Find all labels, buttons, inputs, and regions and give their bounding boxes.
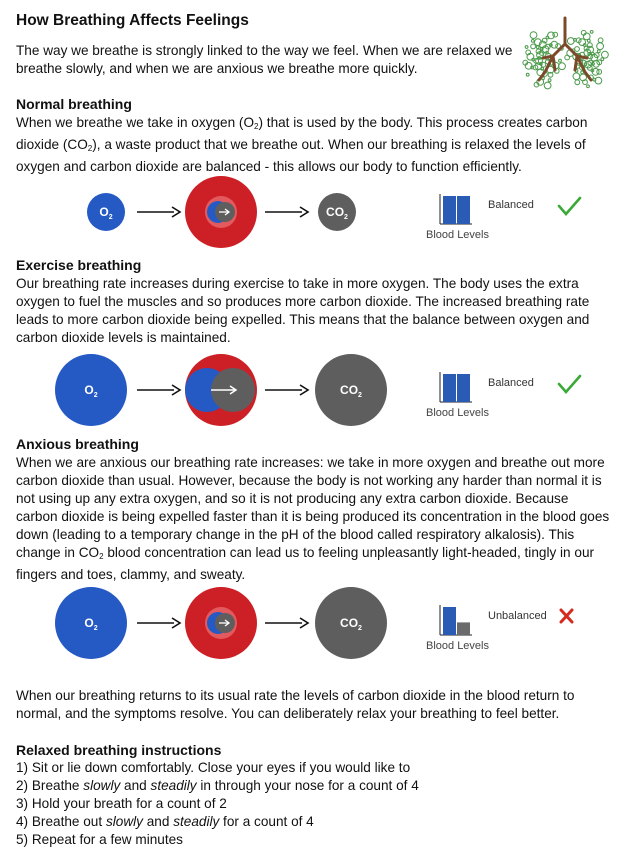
arrow-right-icon xyxy=(265,385,308,395)
subscript: 2 xyxy=(99,552,104,561)
oxygen-label: $O_2$ xyxy=(84,383,98,399)
step-text: 2) Breathe xyxy=(16,778,84,793)
step-text: 3) Hold your breath for a count of 2 xyxy=(16,796,227,811)
exercise-breathing-heading: Exercise breathing xyxy=(16,257,142,273)
normal-breathing-text xyxy=(16,114,612,176)
balance-status-label: Balanced xyxy=(488,377,534,389)
step-text: slowly xyxy=(105,814,143,829)
step-text: 1) Sit or lie down comfortably. Close your eyes if you would like to xyxy=(16,760,411,775)
step-text: in through your nose for a count of 4 xyxy=(196,778,419,793)
oxygen-level-bar xyxy=(443,374,456,402)
co2-level-bar xyxy=(457,622,470,635)
step-text: for a count of 4 xyxy=(219,814,314,829)
lungs-icon xyxy=(515,14,615,94)
co2-label: $CO_2$ xyxy=(340,616,362,632)
arrow-right-icon xyxy=(265,618,308,628)
balance-status-label: Balanced xyxy=(488,199,534,211)
page-title: How Breathing Affects Feelings xyxy=(16,12,249,29)
cross-icon xyxy=(561,610,572,622)
anxious-breathing-heading: Anxious breathing xyxy=(16,436,139,452)
step-text: 5) Repeat for a few minutes xyxy=(16,832,183,847)
subscript: 2 xyxy=(87,144,93,153)
oxygen-level-bar xyxy=(443,196,456,224)
step-text: and xyxy=(142,814,174,829)
step-text: 4) Breathe out xyxy=(16,814,106,829)
relaxed-breathing-instructions xyxy=(16,741,419,849)
oxygen-level-bar xyxy=(443,607,456,635)
instructions-heading: Relaxed breathing instructions xyxy=(16,742,222,758)
arrow-right-icon xyxy=(137,207,180,217)
exercise-breathing-text: Our breathing rate increases during exercise to take in more oxygen. The body uses the extra oxygen to fuel the muscles and so produces more carbon dioxide. The increased breathing rate leads to more carbon dioxide being expelled. This means that the balance between oxygen and carbon dioxide levels is maintained. xyxy=(16,276,590,345)
text-part: When we breathe we take in oxygen (O xyxy=(16,115,255,130)
arrow-right-icon xyxy=(137,385,180,395)
instructions-steps xyxy=(16,759,419,849)
oxygen-label: $O_2$ xyxy=(99,205,113,221)
blood-levels-label: Blood Levels xyxy=(426,407,489,419)
balance-status-label: Unbalanced xyxy=(488,610,547,622)
check-icon xyxy=(559,198,580,214)
instruction-step xyxy=(16,813,419,831)
normal-breathing-diagram xyxy=(0,176,625,248)
instruction-step xyxy=(16,831,419,849)
anxious-breathing-diagram xyxy=(0,584,625,662)
step-text: and xyxy=(120,778,151,793)
step-text: slowly xyxy=(83,778,121,793)
text-part: blood concentration can lead us to feeling unpleasantly light-headed, tingly in our fingers and toes, clammy, and sweaty. xyxy=(16,545,595,582)
blood-levels-label: Blood Levels xyxy=(426,229,489,241)
oxygen-label: $O_2$ xyxy=(84,616,98,632)
intro-paragraph: The way we breathe is strongly linked to the way we feel. When we are relaxed we breathe slowly, and when we are anxious we breathe more quickly. xyxy=(16,43,513,76)
instruction-step xyxy=(16,795,419,813)
co2-level-bar xyxy=(457,374,470,402)
co2-label: $CO_2$ xyxy=(340,383,362,399)
step-text: steadily xyxy=(173,814,220,829)
arrow-right-icon xyxy=(265,207,308,217)
subscript: 2 xyxy=(254,122,259,131)
co2-level-bar xyxy=(457,196,470,224)
exercise-breathing-diagram xyxy=(0,350,625,430)
text-part: ), a waste product that we breathe out. When our breathing is relaxed the levels of oxygen and carbon dioxide are balanced - this allows our body to function efficiently. xyxy=(16,137,586,174)
blood-levels-label: Blood Levels xyxy=(426,640,489,652)
arrow-right-icon xyxy=(137,618,180,628)
instruction-step xyxy=(16,759,419,777)
step-text: steadily xyxy=(150,778,197,793)
instruction-step xyxy=(16,777,419,795)
check-icon xyxy=(559,376,580,392)
co2-label: $CO_2$ xyxy=(326,205,348,221)
text-part: ) that is used by the body. This process creates carbon dioxide (CO xyxy=(16,115,588,152)
conclusion-paragraph: When our breathing returns to its usual rate the levels of carbon dioxide in the blood return to normal, and the symptoms resolve. You can deliberately relax your breathing to feel better. xyxy=(16,688,575,721)
normal-breathing-heading: Normal breathing xyxy=(16,96,132,112)
anxious-breathing-text xyxy=(16,454,612,584)
text-part: When we are anxious our breathing rate increases: we take in more oxygen and breathe out more carbon dioxide than usual. However, because the body is not working any harder than normal it is not using up any extra oxygen, and so it is not producing any extra carbon dioxide. Because carbon dioxide is being expelled faster than it is being produced its concentration in the blood goes down (leading to a temporary change in the pH of the blood called respiratory alkalosis). This change in CO xyxy=(16,455,610,560)
